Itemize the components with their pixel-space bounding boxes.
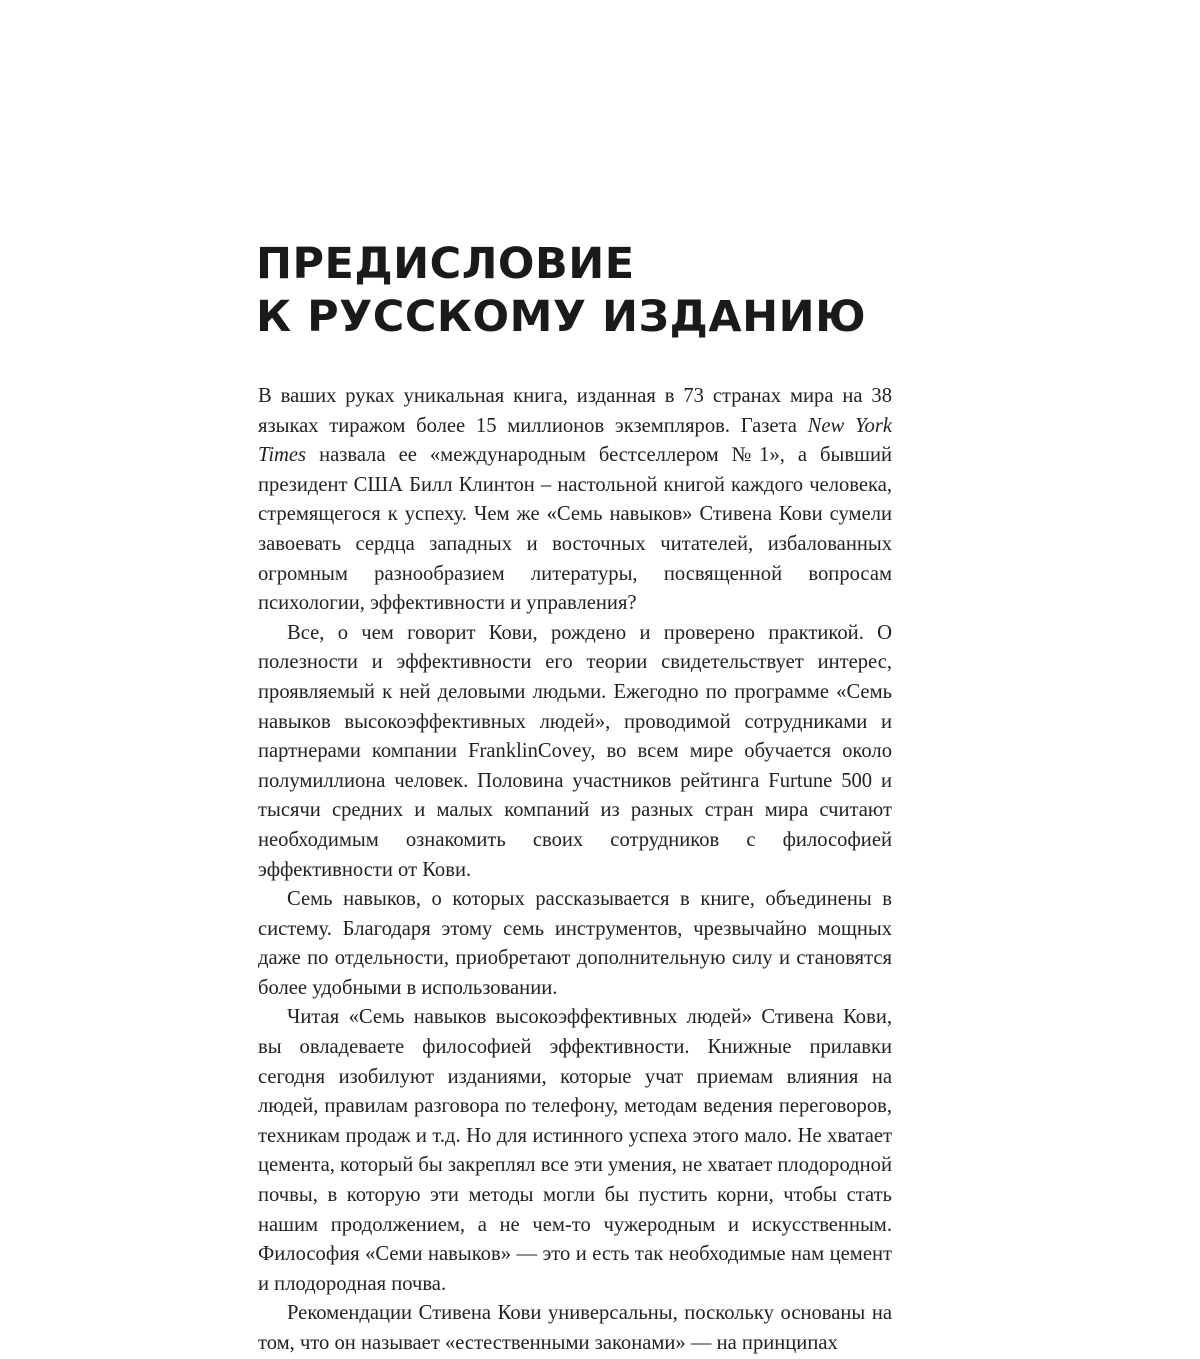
paragraph-4: Читая «Семь навыков высокоэффективных людей» Стивена Кови, вы овладеваете философией эффективности. Книжные прилавки сегодня изобилуют изданиями, которые учат приемам влияния на людей, правилам разговора по телефону, методам ведения переговоров, техникам продаж и т.д. Но для истинного успеха этого мало. Не хватает цемента, который бы закреплял все эти умения, не хватает плодородной почвы, в которую эти методы могли бы пустить корни, чтобы стать нашим продолжением, а не чем-то чужеродным и искусственным. Философия «Семи навыков» — это и есть так необходимые нам цемент и плодородная почва.	[258, 1006, 892, 1295]
paragraph-3: Семь навыков, о которых рассказывается в книге, объединены в систему. Благодаря этому семь инструментов, чрезвычайно мощных даже по отдельности, приобретают дополнительную силу и становятся более удобными в использовании.	[258, 888, 892, 999]
paragraph-1-part-2: назвала ее «международным бестселлером №1», а бывший президент США Билл Клинтон – настольной книгой каждого человека, стремящегося к успеху. Чем же «Семь навыков» Стивена Кови сумели завоевать сердца западных и восточных читателей, избалованных огромным разнообразием литературы, посвященной вопросам психологии, эффективности и управления?	[258, 444, 892, 615]
chapter-title-line-2: К РУССКОМУ ИЗДАНИЮ	[256, 292, 867, 342]
paragraph-5: Рекомендации Стивена Кови универсальны, поскольку основаны на том, что он называет «естественными законами» — на принципах	[258, 1302, 892, 1354]
paragraph-1	[258, 382, 892, 619]
paragraph-1-part-1: В ваших руках уникальная книга, изданная в 73 странах мира на 38 языках тиражом более 15 миллионов экземпляров. Газета	[258, 385, 892, 437]
newspaper-name: New York Times	[258, 414, 892, 467]
paragraph-2: Все, о чем говорит Кови, рождено и проверено практикой. О полезности и эффективности его теории свидетельствует интерес, проявляемый к ней деловыми людьми. Ежегодно по программе «Семь навыков высокоэффективных людей», проводимой сотрудниками и партнерами компании FranklinCovey, во всем мире обучается около полумиллиона человек. Половина участников рейтинга Furtune 500 и тысячи средних и малых компаний из разных стран мира считают необходимым ознакомить своих сотрудников с философией эффективности от Кови.	[258, 621, 892, 881]
body-text	[258, 382, 892, 1359]
chapter-title-line-1: ПРЕДИСЛОВИЕ	[256, 239, 635, 289]
chapter-title	[256, 238, 956, 344]
